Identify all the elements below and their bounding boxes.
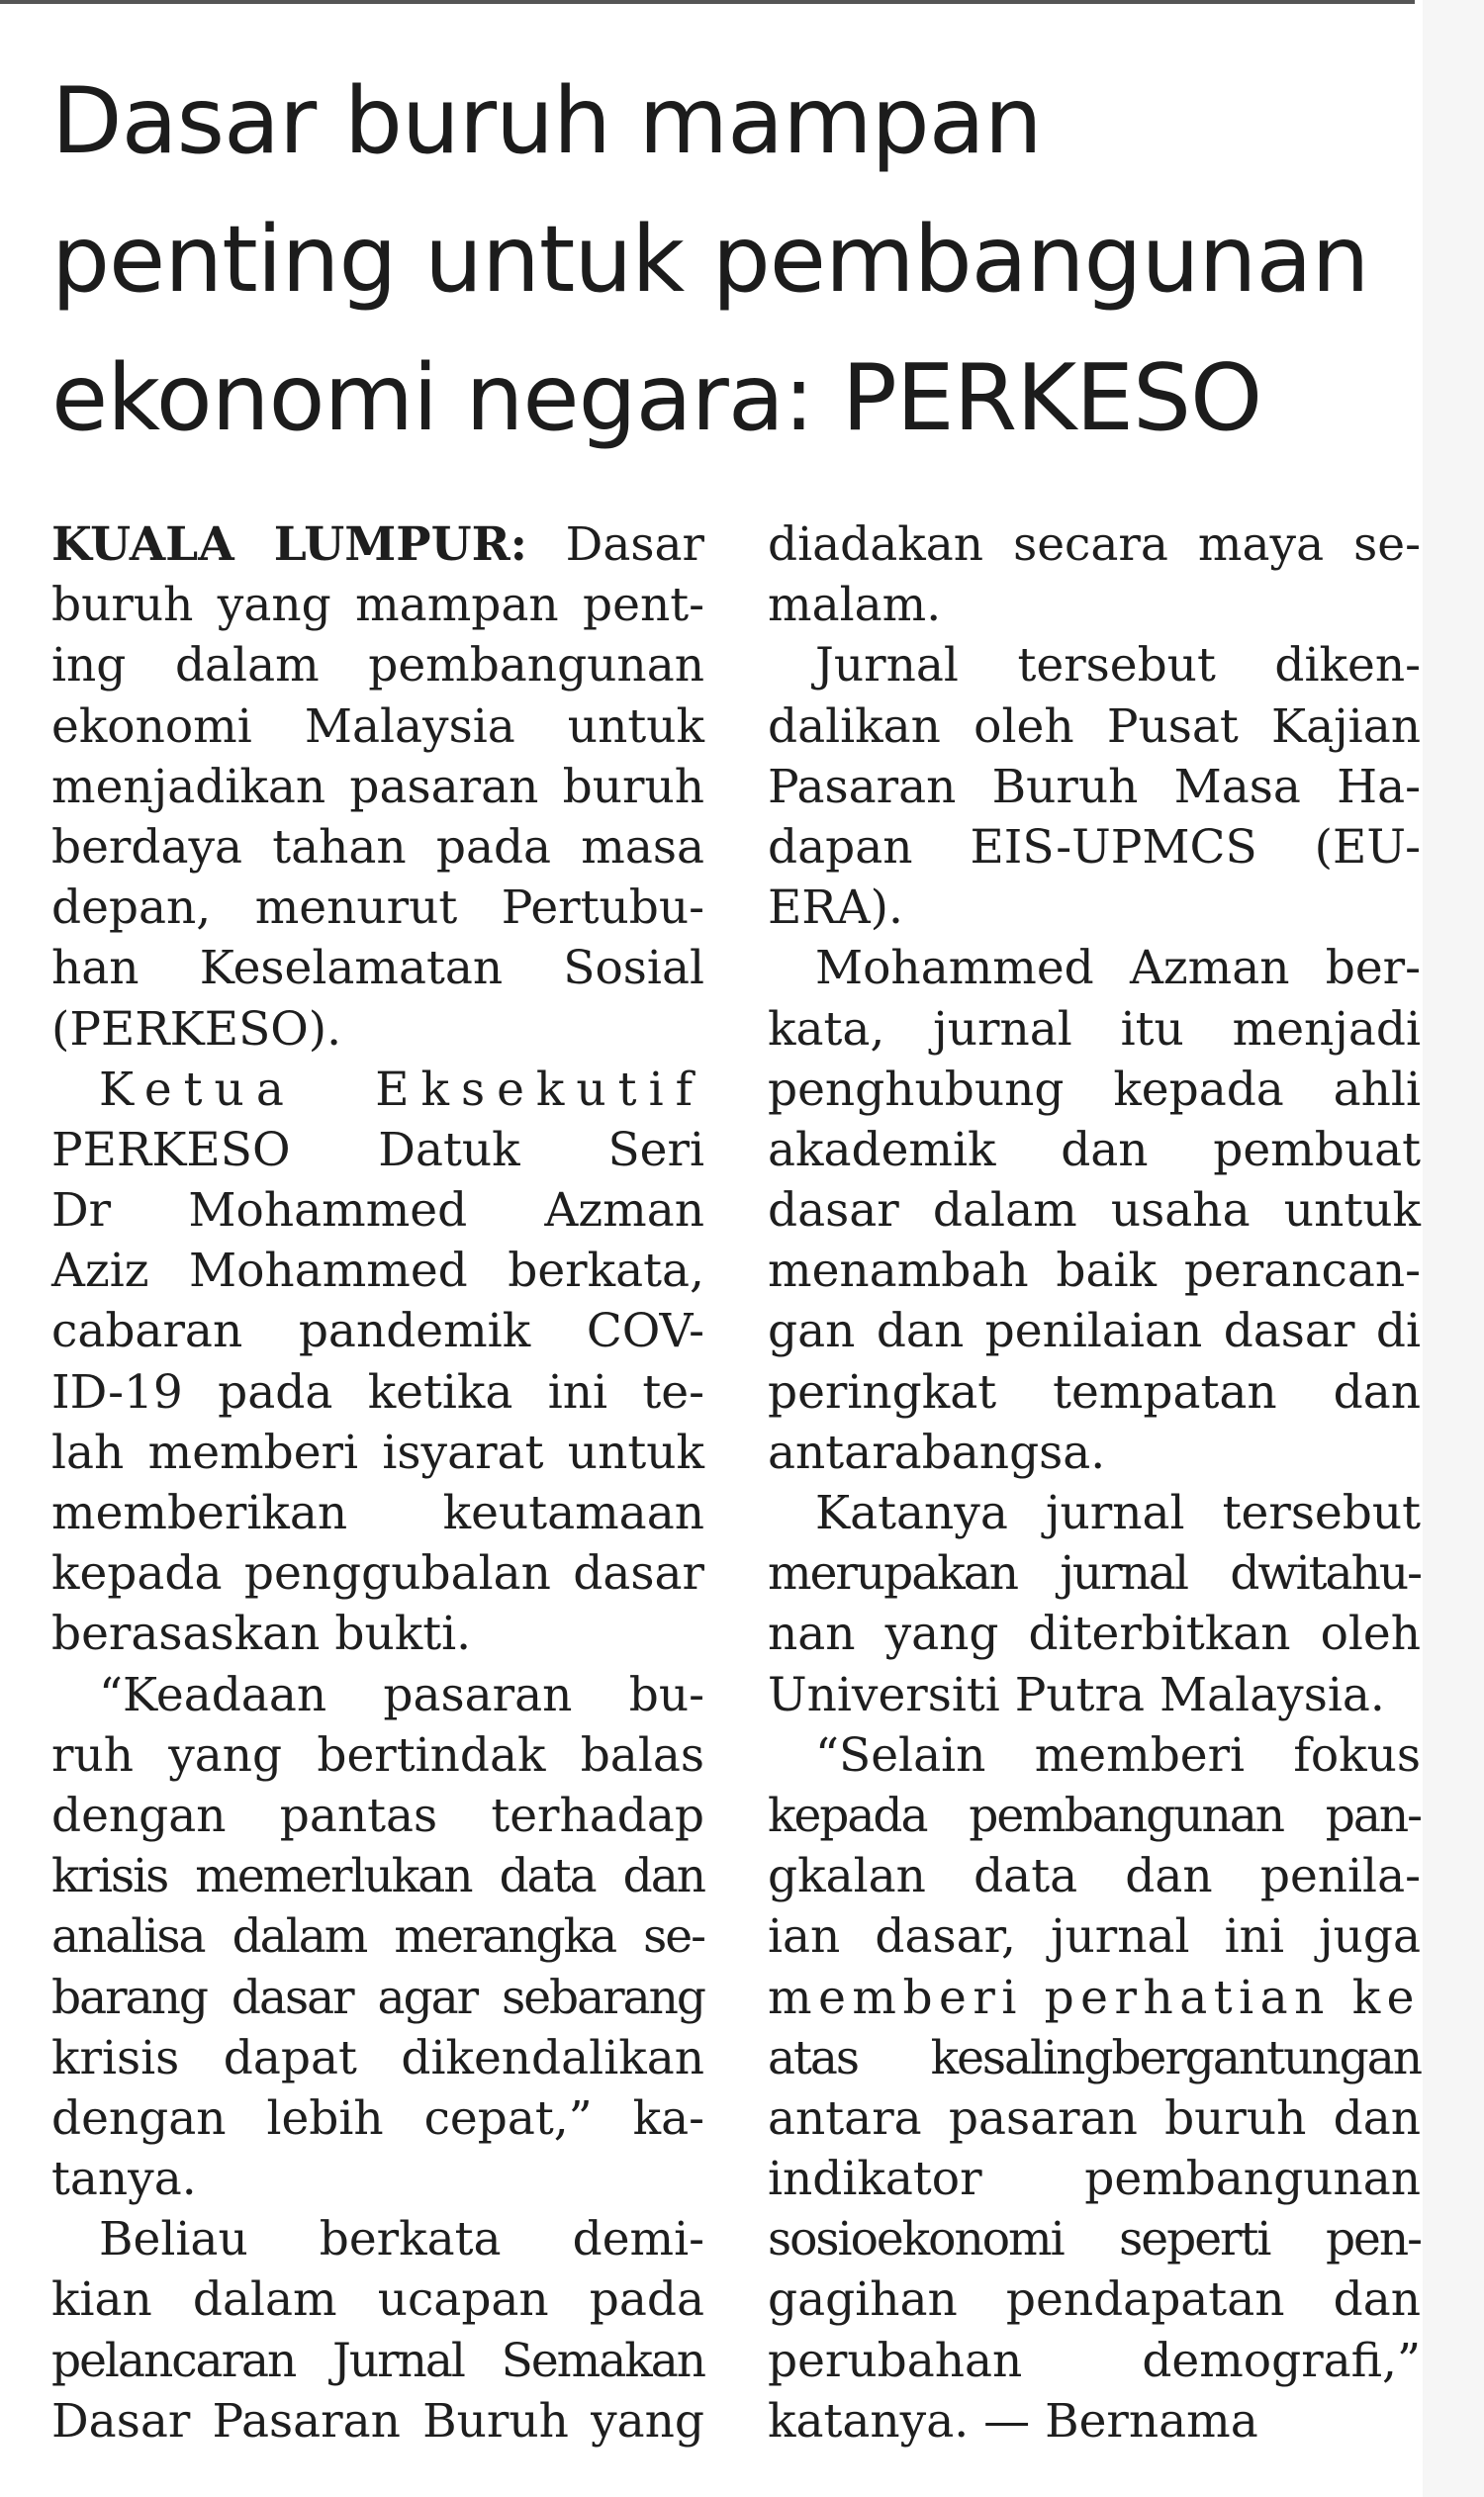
body-line: krisis memerlukan data dan — [51, 1849, 704, 1904]
body-line: berasaskan bukti. — [51, 1607, 472, 1662]
body-line: pelancaran Jurnal Semakan — [51, 2333, 704, 2388]
body-line: kepada penggubalan dasar — [51, 1546, 704, 1602]
body-line: Pasaran Buruh Masa Ha- — [768, 759, 1421, 814]
body-line: peringkat tempatan dan — [768, 1364, 1421, 1420]
body-line: perubahan demografi,” — [768, 2333, 1421, 2388]
body-line: memberi perhatian ke — [768, 1970, 1421, 2025]
body-line — [51, 514, 704, 575]
body-line: berdaya tahan pada masa — [51, 819, 704, 875]
page-margin-shade — [1423, 0, 1484, 2497]
body-line: barang dasar agar sebarang — [51, 1970, 704, 2025]
body-line: dasar dalam usaha untuk — [768, 1183, 1421, 1239]
body-line: antara pasaran buruh dan — [768, 2090, 1421, 2146]
body-line: “Keadaan pasaran bu- — [99, 1667, 704, 1722]
headline-line: Dasar buruh mampan — [51, 67, 1042, 174]
body-line: penghubung kepada ahli — [768, 1062, 1421, 1117]
body-line: atas kesalingbergantungan — [768, 2030, 1421, 2085]
body-line: ing dalam pembangunan — [51, 638, 704, 694]
body-line: buruh yang mampan pent- — [51, 578, 704, 633]
body-line: indikator pembangunan — [768, 2152, 1421, 2207]
body-line: kian dalam ucapan pada — [51, 2272, 704, 2328]
body-line: Beliau berkata demi- — [99, 2212, 704, 2267]
body-line: lah memberi isyarat untuk — [51, 1425, 704, 1480]
body-line: merupakan jurnal dwitahu- — [768, 1546, 1421, 1602]
body-line: (PERKESO). — [51, 1001, 342, 1057]
body-line: “Selain memberi fokus — [815, 1727, 1421, 1783]
body-line: dengan pantas terhadap — [51, 1788, 704, 1843]
body-line: ID-19 pada ketika ini te- — [51, 1364, 704, 1420]
body-line: malam. — [768, 578, 942, 633]
article-column-right — [768, 514, 1421, 2451]
body-line: dengan lebih cepat,” ka- — [51, 2090, 704, 2146]
body-line: ian dasar, jurnal ini juga — [768, 1909, 1421, 1965]
body-line: gkalan data dan penila- — [768, 1849, 1421, 1904]
body-line: dalikan oleh Pusat Kajian — [768, 698, 1421, 754]
body-line: ekonomi Malaysia untuk — [51, 698, 704, 754]
body-line: kepada pembangunan pan- — [768, 1788, 1421, 1843]
body-line: han Keselamatan Sosial — [51, 941, 704, 996]
body-line: Katanya jurnal tersebut — [815, 1486, 1421, 1540]
body-line: tanya. — [51, 2152, 197, 2207]
body-line: PERKESO Datuk Seri — [51, 1122, 704, 1177]
body-line: menjadikan pasaran buruh — [51, 759, 704, 814]
body-line: Universiti Putra Malaysia. — [768, 1667, 1385, 1722]
body-line: antarabangsa. — [768, 1425, 1106, 1480]
body-line: Dr Mohammed Azman — [51, 1183, 704, 1239]
body-line: ERA). — [768, 880, 903, 936]
body-line: menambah baik perancan- — [768, 1244, 1421, 1299]
body-line: krisis dapat dikendalikan — [51, 2030, 704, 2085]
headline-line: ekonomi negara: PERKESO — [51, 344, 1262, 451]
article-headline — [51, 51, 1427, 467]
body-line: depan, menurut Pertubu- — [51, 880, 704, 936]
body-line: Jurnal tersebut diken- — [815, 638, 1421, 694]
body-line: Mohammed Azman ber- — [815, 941, 1421, 996]
body-line: dapan EIS-UPMCS (EU- — [768, 819, 1421, 875]
body-line: akademik dan pembuat — [768, 1122, 1421, 1177]
body-line: kata, jurnal itu menjadi — [768, 1001, 1421, 1057]
body-line: ruh yang bertindak balas — [51, 1727, 704, 1783]
body-line: Aziz Mohammed berkata, — [51, 1244, 704, 1299]
article-column-left — [51, 514, 704, 2451]
body-line: sosioekonomi seperti pen- — [768, 2212, 1421, 2267]
top-rule — [0, 0, 1415, 4]
headline-line: penting untuk pembangunan — [51, 206, 1369, 313]
body-line: nan yang diterbitkan oleh — [768, 1607, 1421, 1662]
body-line: gagihan pendapatan dan — [768, 2272, 1421, 2328]
body-line: analisa dalam merangka se- — [51, 1909, 704, 1965]
body-line: cabaran pandemik COV- — [51, 1304, 704, 1359]
body-line: diadakan secara maya se- — [768, 517, 1421, 572]
body-line: gan dan penilaian dasar di — [768, 1304, 1421, 1359]
dateline: KUALA LUMPUR: — [51, 517, 528, 572]
body-line: Dasar Pasaran Buruh yang — [51, 2393, 704, 2449]
body-line: memberikan keutamaan — [51, 1486, 704, 1540]
body-line: katanya. — Bernama — [768, 2393, 1258, 2449]
body-line: Ketua Eksekutif — [99, 1062, 704, 1117]
body-line-text: Dasar — [527, 517, 704, 572]
